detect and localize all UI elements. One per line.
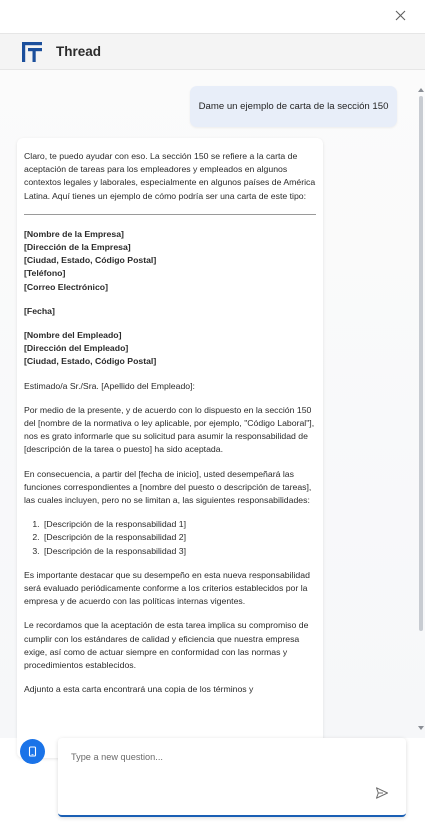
divider xyxy=(24,214,316,215)
list-item: 3. [Descripción de la responsabilidad 3] xyxy=(42,545,316,558)
send-button[interactable] xyxy=(374,785,390,801)
bot-avatar-icon xyxy=(28,746,37,757)
app-title: Thread xyxy=(56,44,102,59)
letter-greeting: Estimado/a Sr./Sra. [Apellido del Empleado]: xyxy=(24,380,195,391)
bot-intro: Claro, te puedo ayudar con eso. La sección 150 se refiere a la carta de aceptación de tareas para los empleadores y empleados en algunos contextos legales y laborales, especialmente en algunos países de América Latina. Aquí tienes un ejemplo de cómo podría ser una carta de este tipo: xyxy=(24,151,316,201)
bot-avatar xyxy=(20,739,45,764)
letter-paragraph: En consecuencia, a partir del [fecha de inicio], usted desempeñará las funciones correspondientes a [nombre del puesto o descripción de tareas], las cuales incluyen, pero no se limitan a, las siguientes responsabilidades: xyxy=(24,468,312,506)
close-button[interactable] xyxy=(389,4,411,26)
scroll-down-arrow[interactable] xyxy=(418,726,424,730)
employee-city: [Ciudad, Estado, Código Postal] xyxy=(24,356,157,367)
company-address: [Dirección de la Empresa] xyxy=(24,242,131,253)
list-item: 1. [Descripción de la responsabilidad 1] xyxy=(42,518,316,531)
close-icon xyxy=(395,10,406,21)
responsibility-list xyxy=(42,518,316,558)
letter-paragraph: Por medio de la presente, y de acuerdo con lo dispuesto en la sección 150 del [nombre de la normativa o ley aplicable, por ejemplo, "Código Laboral"], nos es grato informarle que su solicitud para asumir la responsabilidad de [descripción de la tarea o puesto] ha sido aceptada. xyxy=(24,404,315,455)
company-email: [Correo Electrónico] xyxy=(24,281,108,292)
company-phone: [Teléfono] xyxy=(24,268,66,279)
app-header xyxy=(0,33,425,70)
user-message-bubble xyxy=(190,86,397,127)
scroll-up-arrow[interactable] xyxy=(418,88,424,92)
letter-paragraph: Le recordamos que la aceptación de esta tarea implica su compromiso de cumplir con los estándares de calidad y eficiencia que nuestra empresa exige, así como de actuar siempre en conformidad con las normas y procedimientos establecidos. xyxy=(24,620,309,671)
company-name: [Nombre de la Empresa] xyxy=(24,228,124,239)
thread-logo-icon xyxy=(21,41,43,63)
company-block xyxy=(24,228,316,294)
letter-paragraph: Adjunto a esta carta encontrará una copia de los términos y xyxy=(24,684,254,695)
bot-message-content xyxy=(24,150,316,708)
chat-scrollbar[interactable] xyxy=(419,96,423,631)
employee-block xyxy=(24,329,316,369)
list-item: 2. [Descripción de la responsabilidad 2] xyxy=(42,531,316,544)
send-icon xyxy=(375,786,389,800)
employee-address: [Dirección del Empleado] xyxy=(24,343,129,354)
letter-paragraph: Es importante destacar que su desempeño en esta nueva responsabilidad será evaluado periódicamente conforme a los criterios establecidos por la empresa y de acuerdo con las políticas internas vigentes. xyxy=(24,569,310,607)
company-city: [Ciudad, Estado, Código Postal] xyxy=(24,255,157,266)
user-message-text: Dame un ejemplo de carta de la sección 150 xyxy=(198,101,389,112)
bot-message-card xyxy=(17,138,323,758)
letter-date: [Fecha] xyxy=(24,305,55,316)
composer xyxy=(58,738,406,817)
question-input[interactable] xyxy=(71,748,371,766)
employee-name: [Nombre del Empleado] xyxy=(24,330,122,341)
date-block xyxy=(24,305,316,318)
top-bar xyxy=(0,0,425,33)
